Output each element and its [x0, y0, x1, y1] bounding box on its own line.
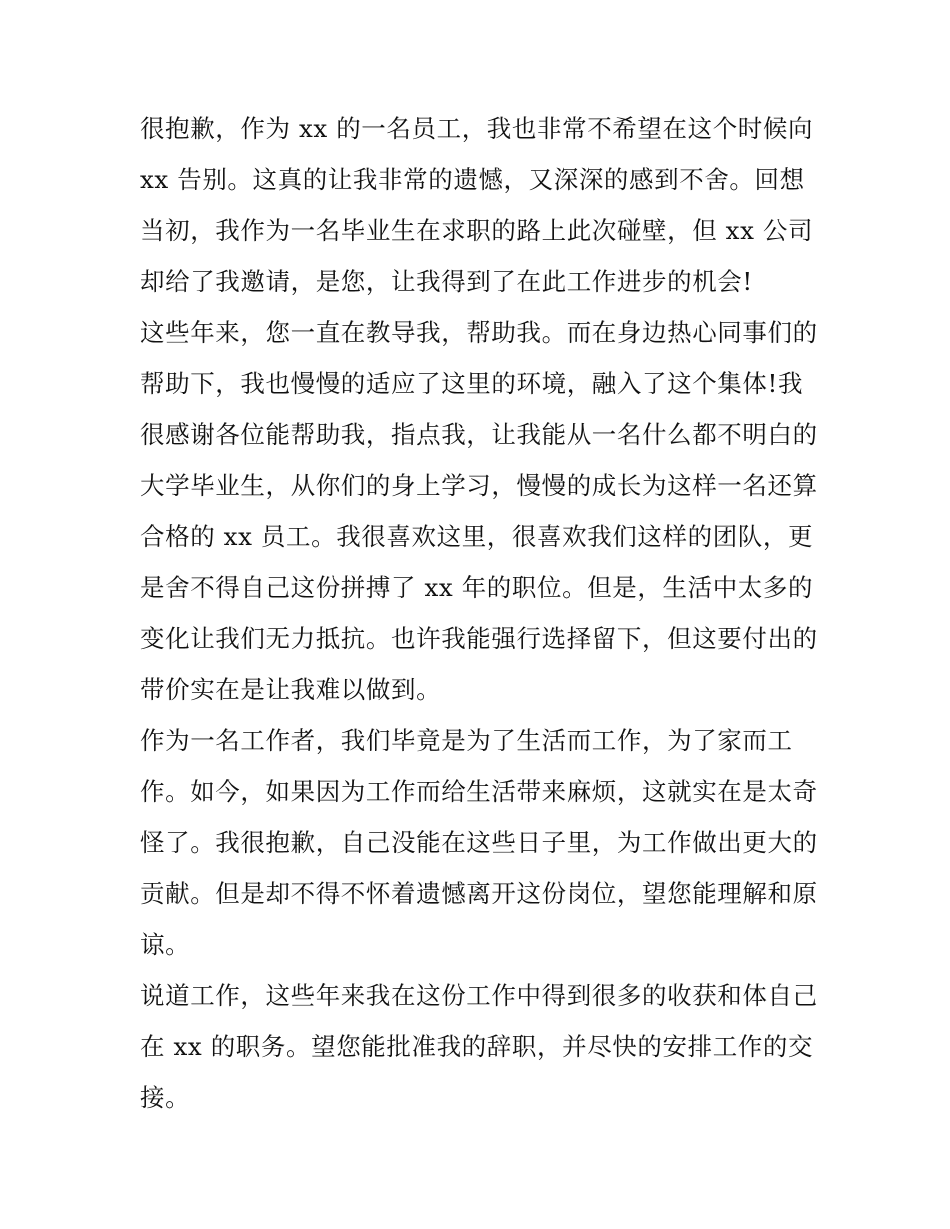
text-line: 在 xx 的职务。望您能批准我的辞职，并尽快的安排工作的交 [140, 1032, 814, 1061]
text-line: 这些年来，您一直在教导我，帮助我。而在身边热心同事们的 [140, 318, 818, 347]
text-line: 是舍不得自己这份拼搏了 xx 年的职位。但是，生活中太多的 [140, 573, 814, 602]
text-line: 当初，我作为一名毕业生在求职的路上此次碰壁，但 xx 公司 [140, 216, 814, 245]
text-line: 作。如今，如果因为工作而给生活带来麻烦，这就实在是太奇 [140, 777, 818, 806]
text-line: 很抱歉，作为 xx 的一名员工，我也非常不希望在这个时候向 [140, 114, 814, 143]
text-line: xx 告别。这真的让我非常的遗憾，又深深的感到不舍。回想 [140, 165, 805, 194]
text-line: 带价实在是让我难以做到。 [140, 675, 442, 704]
text-line: 说道工作，这些年来我在这份工作中得到很多的收获和体自己 [140, 981, 818, 1010]
text-line: 很感谢各位能帮助我，指点我，让我能从一名什么都不明白的 [140, 420, 818, 449]
text-line: 接。 [140, 1083, 191, 1112]
text-line: 怪了。我很抱歉，自己没能在这些日子里，为工作做出更大的 [140, 828, 818, 857]
text-line: 合格的 xx 员工。我很喜欢这里，很喜欢我们这样的团队，更 [140, 522, 814, 551]
letter-body [140, 103, 818, 1123]
text-line: 变化让我们无力抵抗。也许我能强行选择留下，但这要付出的 [140, 624, 818, 653]
text-line: 贡献。但是却不得不怀着遗憾离开这份岗位，望您能理解和原 [140, 879, 818, 908]
text-line: 帮助下，我也慢慢的适应了这里的环境，融入了这个集体!我 [140, 369, 804, 398]
text-line: 谅。 [140, 930, 191, 959]
text-line: 作为一名工作者，我们毕竟是为了生活而工作，为了家而工 [140, 726, 793, 755]
text-line: 却给了我邀请，是您，让我得到了在此工作进步的机会! [140, 267, 753, 296]
text-line: 大学毕业生，从你们的身上学习，慢慢的成长为这样一名还算 [140, 471, 818, 500]
